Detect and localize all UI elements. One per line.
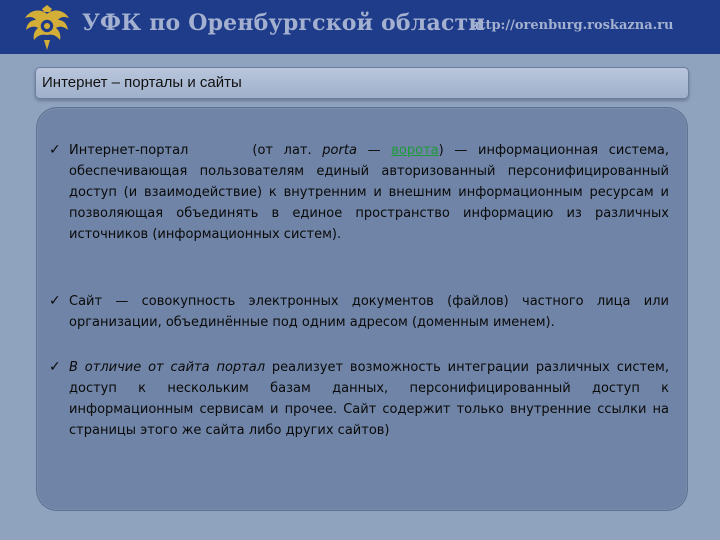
difference-definition: реализует возможность интеграции различных систем, доступ к нескольким базам данных, персонифицированный доступ к информационным сервисам и прочее. Сайт содержит только внутренние ссылки на страницы этого же сайта либо других сайтов) [69, 360, 669, 438]
content-panel [37, 108, 687, 510]
checkmark-icon: ✓ [49, 142, 61, 158]
bullet-portal-text [69, 140, 669, 245]
slide-title: Интернет – порталы и сайты [42, 74, 242, 91]
portal-dash: — [356, 143, 392, 158]
term-portal: Интернет-портал [69, 143, 189, 158]
bullet-site [49, 291, 669, 333]
term-site: Сайт [69, 294, 103, 309]
header-title: УФК по Оренбургской области [82, 10, 485, 36]
portal-etymology-pre: (от лат. [252, 143, 323, 158]
bullet-portal [49, 140, 669, 245]
portal-latin-word: porta [322, 143, 357, 158]
eagle-emblem-icon [22, 4, 72, 52]
bullet-difference-text [69, 357, 669, 441]
portal-definition: ) — информационная система, обеспечивающая пользователям единый авторизованный персонифицированный доступ (и взаимодействие) к внутренним и внешним информационным ресурсам и позволяющая объединять в единое пространство информацию из различных источников (информационных систем). [69, 143, 670, 242]
header-bar [0, 0, 720, 54]
bullet-site-text [69, 291, 669, 333]
checkmark-icon: ✓ [49, 359, 61, 375]
slide-title-bar [35, 67, 689, 99]
bullet-difference [49, 357, 669, 441]
link-vorota[interactable]: ворота [391, 143, 439, 158]
difference-intro: В отличие от сайта портал [69, 360, 266, 375]
site-definition: — совокупность электронных документов (файлов) частного лица или организации, объединённые под одним адресом (доменным именем). [69, 294, 669, 330]
checkmark-icon: ✓ [49, 293, 61, 309]
header-url[interactable]: http://orenburg.roskazna.ru [470, 18, 674, 33]
